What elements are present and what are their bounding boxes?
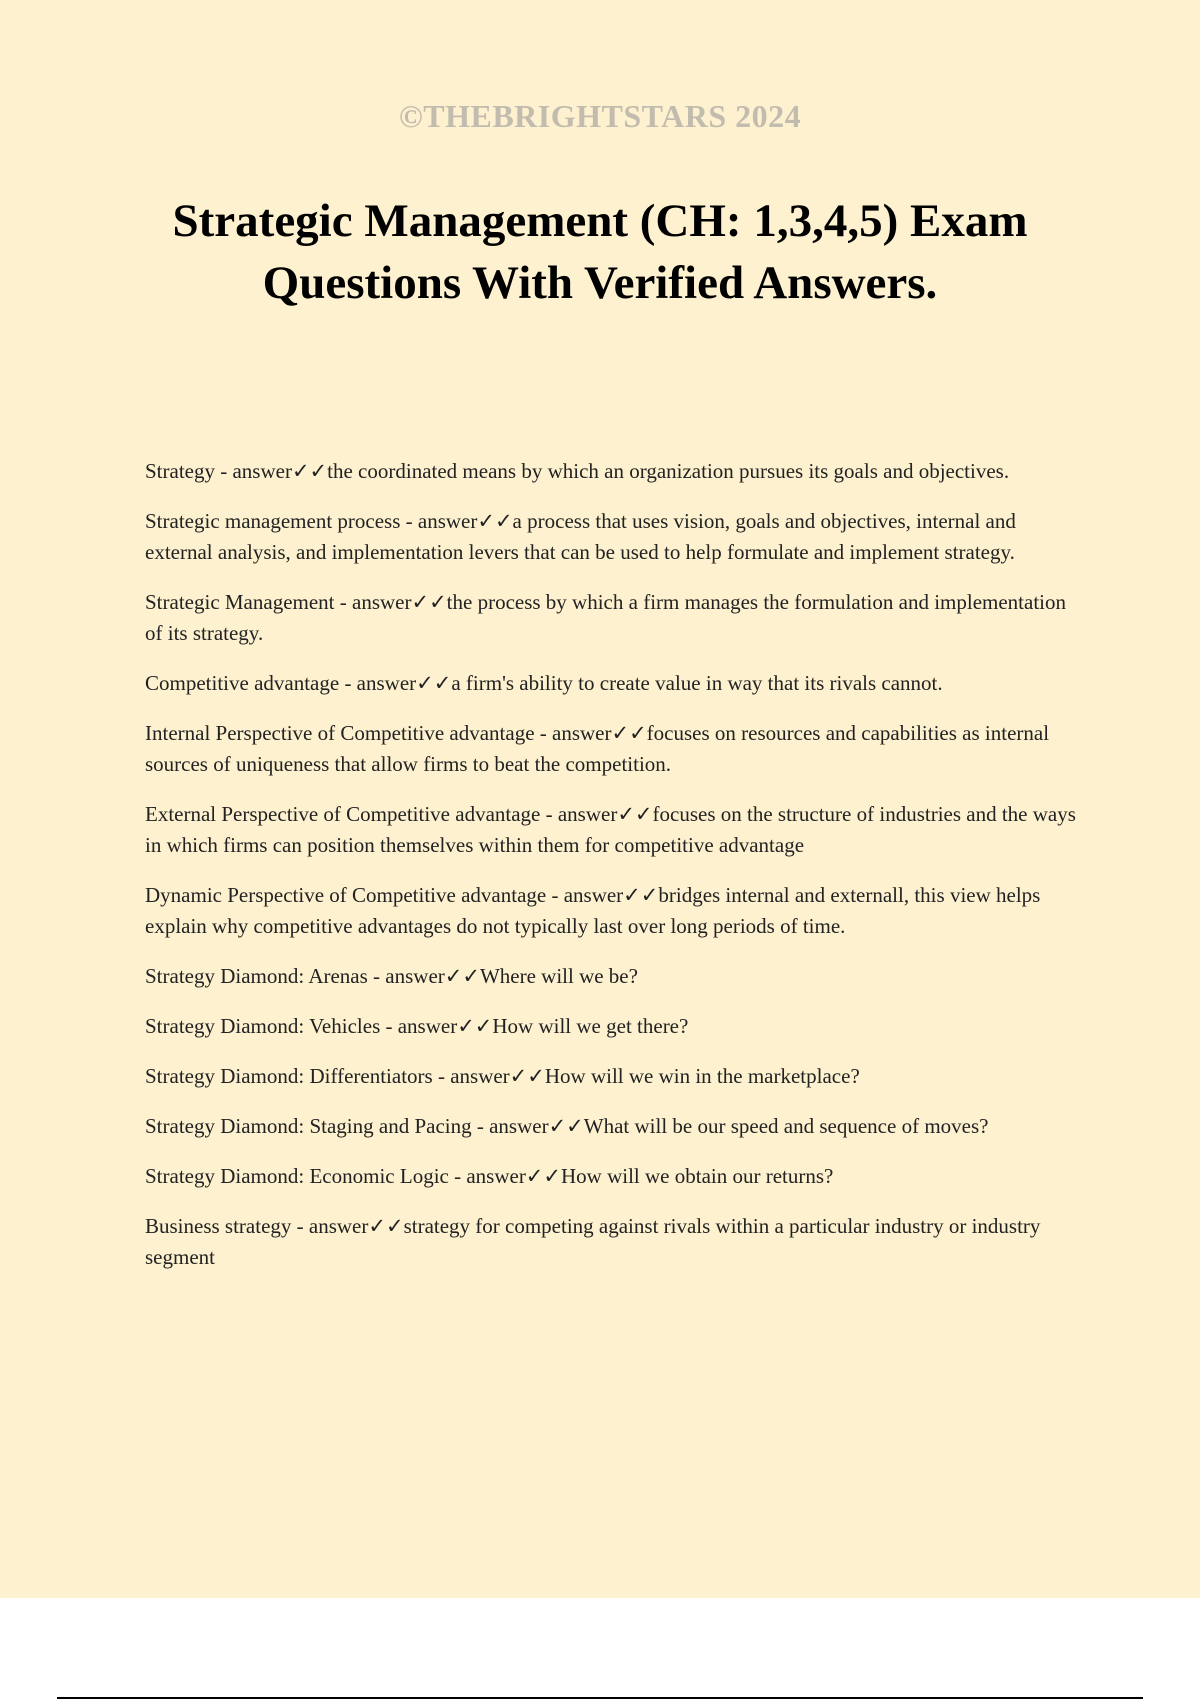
- document-title: Strategic Management (CH: 1,3,4,5) Exam Questions With Verified Answers.: [172, 195, 1028, 309]
- entry-competitive-advantage: Competitive advantage - answer✓✓a firm's ability to create value in way that its rivals cannot.: [145, 671, 943, 695]
- footer-divider: [57, 1697, 1143, 1699]
- entry-diamond-economic-logic: Strategy Diamond: Economic Logic - answer✓✓How will we obtain our returns?: [145, 1164, 834, 1188]
- entry-business-strategy: Business strategy - answer✓✓strategy for competing against rivals within a particular industry or industry segment: [145, 1214, 1041, 1269]
- entry-diamond-arenas: Strategy Diamond: Arenas - answer✓✓Where will we be?: [145, 964, 638, 988]
- entry-diamond-vehicles: Strategy Diamond: Vehicles - answer✓✓How will we get there?: [145, 1014, 689, 1038]
- entry-strategic-management-process: Strategic management process - answer✓✓a process that uses vision, goals and objectives, internal and external analysis, and implementation levers that can be used to help formulate and implement strategy.: [145, 509, 1016, 564]
- entry-internal-perspective: Internal Perspective of Competitive advantage - answer✓✓focuses on resources and capabilities as internal sources of uniqueness that allow firms to beat the competition.: [145, 721, 1050, 776]
- entry-list: [145, 456, 1085, 1292]
- entry-diamond-differentiators: Strategy Diamond: Differentiators - answer✓✓How will we win in the marketplace?: [145, 1064, 860, 1088]
- entry-external-perspective: External Perspective of Competitive advantage - answer✓✓focuses on the structure of industries and the ways in which firms can position themselves within them for competitive advantage: [145, 802, 1076, 857]
- entry-strategy: Strategy - answer✓✓the coordinated means by which an organization pursues its goals and objectives.: [145, 459, 1010, 483]
- entry-dynamic-perspective: Dynamic Perspective of Competitive advantage - answer✓✓bridges internal and externall, this view helps explain why competitive advantages do not typically last over long periods of time.: [145, 883, 1041, 938]
- entry-strategic-management: Strategic Management - answer✓✓the process by which a firm manages the formulation and implementation of its strategy.: [145, 590, 1066, 645]
- entry-diamond-staging-pacing: Strategy Diamond: Staging and Pacing - answer✓✓What will be our speed and sequence of moves?: [145, 1114, 989, 1138]
- watermark: ©THEBRIGHTSTARS 2024: [398, 98, 802, 134]
